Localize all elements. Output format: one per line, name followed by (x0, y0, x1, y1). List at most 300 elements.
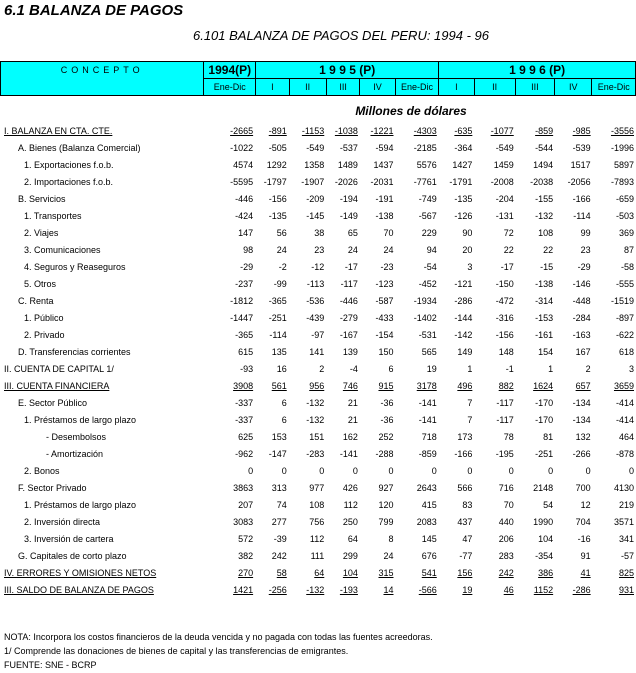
cell-value: -2056 (567, 176, 591, 187)
cell-value: -39 (273, 533, 287, 544)
year-1994-header: 1994(P) (204, 62, 256, 79)
cell-value: -1907 (301, 176, 325, 187)
cell-value: -149 (339, 210, 358, 221)
cell-value: 70 (503, 499, 514, 510)
note-line: NOTA: Incorpora los costos financieros de la deuda vencida y no pagada con todas las fuentes acreedoras. (4, 632, 433, 642)
cell-value: 283 (498, 550, 514, 561)
cell-value: -141 (418, 414, 437, 425)
cell-value: -138 (535, 278, 554, 289)
cell-value: 54 (543, 499, 554, 510)
cell-value: 3571 (613, 516, 634, 527)
table-row (0, 428, 636, 445)
row-label: 1. Transportes (24, 210, 82, 221)
cell-value: 341 (618, 533, 634, 544)
cell-value: 1459 (493, 159, 514, 170)
cell-value: -7761 (413, 176, 437, 187)
cell-value: 2148 (533, 482, 554, 493)
table-row (0, 241, 636, 258)
cell-value: -284 (572, 312, 591, 323)
cell-value: -472 (495, 295, 514, 306)
cell-value: -54 (423, 261, 437, 272)
cell-value: -354 (535, 550, 554, 561)
cell-value: 151 (309, 431, 325, 442)
row-label: D. Transferencias corrientes (18, 346, 131, 357)
cell-value: -266 (572, 448, 591, 459)
cell-value: 464 (618, 431, 634, 442)
cell-value: -114 (573, 210, 591, 221)
row-label: 5. Otros (24, 278, 57, 289)
cell-value: 277 (271, 516, 287, 527)
cell-value: 7 (467, 397, 473, 408)
cell-value: -537 (339, 142, 358, 153)
cell-value: -1221 (370, 125, 394, 136)
row-label: IV. ERRORES Y OMISIONES NETOS (4, 567, 157, 578)
cell-value: 704 (575, 516, 591, 527)
row-label: 3. Inversión de cartera (24, 533, 114, 544)
cell-value: -452 (418, 278, 437, 289)
cell-value: 4130 (613, 482, 634, 493)
cell-value: 931 (618, 584, 634, 595)
cell-value: -134 (572, 397, 591, 408)
cell-value: 1 (548, 363, 554, 374)
table-row (0, 258, 636, 275)
cell-value: 207 (238, 499, 254, 510)
period-header: II (474, 79, 515, 96)
cell-value: -57 (620, 550, 634, 561)
cell-value: 0 (388, 465, 394, 476)
cell-value: -878 (615, 448, 634, 459)
table-row (0, 547, 636, 564)
table-row (0, 139, 636, 156)
cell-value: -544 (535, 142, 554, 153)
cell-value: -2026 (334, 176, 358, 187)
cell-value: 1517 (570, 159, 591, 170)
cell-value: 5897 (613, 159, 634, 170)
cell-value: -2185 (413, 142, 437, 153)
cell-value: 70 (383, 227, 394, 238)
row-label: 2. Privado (24, 329, 65, 340)
cell-value: -5595 (230, 176, 254, 187)
cell-value: -1934 (413, 295, 437, 306)
cell-value: 3083 (233, 516, 254, 527)
cell-value: -503 (615, 210, 634, 221)
cell-value: 3 (467, 261, 473, 272)
cell-value: -132 (306, 414, 325, 425)
cell-value: 3 (628, 363, 634, 374)
cell-value: -536 (306, 295, 325, 306)
cell-value: -144 (454, 312, 473, 323)
cell-value: 426 (342, 482, 358, 493)
cell-value: -204 (495, 193, 514, 204)
cell-value: -1519 (610, 295, 634, 306)
cell-value: -170 (535, 414, 554, 425)
row-label: 3. Comunicaciones (24, 244, 101, 255)
cell-value: 0 (467, 465, 473, 476)
cell-value: 112 (309, 533, 325, 544)
cell-value: 24 (276, 244, 287, 255)
cell-value: 150 (378, 346, 394, 357)
cell-value: 16 (276, 363, 287, 374)
cell-value: -414 (615, 414, 634, 425)
cell-value: -150 (495, 278, 514, 289)
cell-value: -1 (505, 363, 514, 374)
cell-value: 47 (462, 533, 473, 544)
table-row (0, 207, 636, 224)
cell-value: -36 (380, 414, 394, 425)
cell-value: -4 (349, 363, 358, 374)
cell-value: -166 (454, 448, 473, 459)
cell-value: 24 (383, 550, 394, 561)
cell-value: -549 (495, 142, 514, 153)
cell-value: 22 (503, 244, 514, 255)
cell-value: 716 (498, 482, 514, 493)
cell-value: -113 (306, 278, 325, 289)
cell-value: 41 (580, 567, 591, 578)
cell-value: -1402 (413, 312, 437, 323)
cell-value: -2038 (530, 176, 554, 187)
row-label: - Desembolsos (46, 431, 107, 442)
cell-value: 21 (347, 397, 358, 408)
table-row (0, 530, 636, 547)
cell-value: 153 (271, 431, 287, 442)
cell-value: 1292 (266, 159, 287, 170)
cell-value: 24 (383, 244, 394, 255)
cell-value: -36 (380, 397, 394, 408)
cell-value: 58 (276, 567, 287, 578)
cell-value: -365 (235, 329, 254, 340)
cell-value: -567 (418, 210, 437, 221)
cell-value: 3908 (233, 380, 254, 391)
cell-value: -1038 (334, 125, 358, 136)
cell-value: 91 (580, 550, 591, 561)
cell-value: 108 (538, 227, 554, 238)
cell-value: 252 (378, 431, 394, 442)
row-label: F. Sector Privado (18, 482, 87, 493)
cell-value: -622 (615, 329, 634, 340)
cell-value: -195 (495, 448, 514, 459)
cell-value: 1489 (337, 159, 358, 170)
cell-value: 299 (342, 550, 358, 561)
cell-value: 120 (378, 499, 394, 510)
cell-value: 19 (462, 584, 473, 595)
table-row (0, 445, 636, 462)
cell-value: 242 (498, 567, 514, 578)
cell-value: -161 (535, 329, 554, 340)
cell-value: -251 (268, 312, 287, 323)
cell-value: 104 (342, 567, 358, 578)
cell-value: -126 (454, 210, 473, 221)
cell-value: 2083 (416, 516, 437, 527)
cell-value: 270 (238, 567, 254, 578)
concept-header: CONCEPTO (1, 62, 204, 96)
cell-value: 149 (457, 346, 473, 357)
cell-value: 83 (462, 499, 473, 510)
cell-value: 173 (457, 431, 473, 442)
table-row (0, 173, 636, 190)
cell-value: 78 (503, 431, 514, 442)
cell-value: 386 (538, 567, 554, 578)
row-label: 4. Seguros y Reaseguros (24, 261, 126, 272)
row-label: C. Renta (18, 295, 54, 306)
cell-value: 6 (281, 397, 287, 408)
cell-value: -12 (311, 261, 325, 272)
cell-value: -283 (306, 448, 325, 459)
cell-value: 112 (343, 499, 358, 510)
row-label: 1. Préstamos de largo plazo (24, 414, 137, 425)
cell-value: -256 (268, 584, 287, 595)
period-header: IV (555, 79, 592, 96)
cell-value: -132 (535, 210, 554, 221)
cell-value: -286 (572, 584, 591, 595)
cell-value: -446 (339, 295, 358, 306)
cell-value: -237 (235, 278, 254, 289)
row-label: B. Servicios (18, 193, 66, 204)
table-title: 6.101 BALANZA DE PAGOS DEL PERU: 1994 - 96 (192, 28, 489, 43)
period-header: Ene-Dic (204, 79, 256, 96)
cell-value: 1494 (533, 159, 554, 170)
cell-value: -191 (375, 193, 394, 204)
cell-value: 108 (309, 499, 325, 510)
cell-value: 541 (421, 567, 437, 578)
row-label: E. Sector Público (18, 397, 88, 408)
cell-value: 315 (378, 567, 394, 578)
cell-value: 64 (347, 533, 358, 544)
cell-value: -141 (418, 397, 437, 408)
cell-value: 98 (243, 244, 254, 255)
cell-value: 625 (238, 431, 254, 442)
cell-value: -146 (572, 278, 591, 289)
period-header: III (326, 79, 359, 96)
cell-value: -288 (375, 448, 394, 459)
cell-value: -141 (339, 448, 358, 459)
cell-value: -531 (418, 329, 437, 340)
cell-value: 24 (347, 244, 358, 255)
cell-value: -539 (572, 142, 591, 153)
cell-value: 156 (457, 567, 473, 578)
row-label: 2. Inversión directa (24, 516, 101, 527)
cell-value: 132 (575, 431, 591, 442)
cell-value: -114 (269, 329, 287, 340)
cell-value: -1812 (230, 295, 254, 306)
cell-value: 111 (310, 550, 325, 561)
cell-value: 0 (628, 465, 634, 476)
cell-value: 145 (421, 533, 437, 544)
cell-value: -635 (454, 125, 473, 136)
cell-value: -153 (535, 312, 554, 323)
cell-value: -29 (240, 261, 254, 272)
cell-value: -594 (375, 142, 394, 153)
cell-value: -414 (615, 397, 634, 408)
cell-value: 4574 (233, 159, 254, 170)
cell-value: 1421 (233, 584, 254, 595)
cell-value: 700 (575, 482, 591, 493)
cell-value: 6 (281, 414, 287, 425)
cell-value: -859 (535, 125, 554, 136)
cell-value: -365 (268, 295, 287, 306)
cell-value: 2643 (416, 482, 437, 493)
cell-value: -424 (235, 210, 254, 221)
cell-value: 3178 (416, 380, 437, 391)
year-1996-header: 1 9 9 6 (P) (439, 62, 636, 79)
cell-value: -549 (306, 142, 325, 153)
row-label: I. BALANZA EN CTA. CTE. (4, 125, 113, 136)
table-row (0, 275, 636, 292)
cell-value: -156 (495, 329, 514, 340)
footnotes (4, 630, 433, 672)
table-row (0, 360, 636, 377)
cell-value: -135 (268, 210, 287, 221)
row-label: A. Bienes (Balanza Comercial) (18, 142, 141, 153)
cell-value: 2 (585, 363, 591, 374)
cell-value: -154 (375, 329, 394, 340)
cell-value: 0 (585, 465, 591, 476)
cell-value: -337 (235, 397, 254, 408)
cell-value: -93 (240, 363, 254, 374)
cell-value: 1427 (452, 159, 473, 170)
period-header: Ene-Dic (395, 79, 438, 96)
cell-value: 2 (319, 363, 325, 374)
cell-value: -448 (572, 295, 591, 306)
cell-value: 250 (342, 516, 358, 527)
cell-value: 3659 (613, 380, 634, 391)
cell-value: -142 (454, 329, 473, 340)
cell-value: -163 (572, 329, 591, 340)
table-row (0, 190, 636, 207)
column-header (0, 61, 636, 96)
cell-value: 956 (309, 380, 325, 391)
cell-value: -364 (454, 142, 473, 153)
table-row (0, 326, 636, 343)
row-label: - Amortización (46, 448, 104, 459)
cell-value: 94 (426, 244, 437, 255)
table-row (0, 564, 636, 581)
period-header: I (439, 79, 474, 96)
cell-value: -77 (459, 550, 473, 561)
cell-value: -156 (268, 193, 287, 204)
cell-value: -193 (339, 584, 358, 595)
row-label: 1. Exportaciones f.o.b. (24, 159, 114, 170)
cell-value: -23 (380, 261, 394, 272)
cell-value: -3556 (610, 125, 634, 136)
cell-value: -566 (418, 584, 437, 595)
cell-value: 20 (462, 244, 473, 255)
cell-value: -587 (375, 295, 394, 306)
cell-value: 104 (538, 533, 554, 544)
cell-value: 141 (309, 346, 325, 357)
cell-value: 382 (238, 550, 254, 561)
cell-value: 72 (503, 227, 514, 238)
cell-value: -4303 (413, 125, 437, 136)
cell-value: -985 (572, 125, 591, 136)
table-row (0, 581, 636, 598)
table-row (0, 156, 636, 173)
cell-value: -337 (235, 414, 254, 425)
cell-value: 162 (342, 431, 358, 442)
cell-value: 313 (271, 482, 287, 493)
cell-value: 38 (314, 227, 325, 238)
cell-value: 87 (623, 244, 634, 255)
cell-value: 12 (580, 499, 591, 510)
cell-value: 496 (457, 380, 473, 391)
cell-value: 746 (342, 380, 358, 391)
cell-value: 22 (543, 244, 554, 255)
cell-value: 1 (467, 363, 473, 374)
cell-value: -433 (375, 312, 394, 323)
cell-value: 56 (276, 227, 287, 238)
cell-value: 927 (378, 482, 394, 493)
cell-value: 657 (575, 380, 591, 391)
cell-value: -194 (339, 193, 358, 204)
cell-value: -135 (454, 193, 473, 204)
cell-value: 139 (342, 346, 358, 357)
cell-value: 6 (388, 363, 394, 374)
cell-value: 799 (378, 516, 394, 527)
cell-value: 23 (314, 244, 325, 255)
cell-value: -1077 (490, 125, 514, 136)
row-label: 2. Viajes (24, 227, 59, 238)
cell-value: 977 (309, 482, 325, 493)
cell-value: -2 (278, 261, 287, 272)
table-row (0, 394, 636, 411)
cell-value: 46 (503, 584, 514, 595)
period-header: IV (360, 79, 395, 96)
cell-value: -15 (540, 261, 554, 272)
cell-value: 615 (238, 346, 254, 357)
cell-value: 1624 (533, 380, 554, 391)
row-label: 2. Bonos (24, 465, 60, 476)
cell-value: 566 (457, 482, 473, 493)
cell-value: 718 (421, 431, 437, 442)
cell-value: 676 (421, 550, 437, 561)
cell-value: -555 (615, 278, 634, 289)
cell-value: -7893 (610, 176, 634, 187)
cell-value: -1797 (263, 176, 287, 187)
cell-value: -29 (577, 261, 591, 272)
cell-value: -859 (418, 448, 437, 459)
cell-value: -316 (495, 312, 514, 323)
cell-value: -1447 (230, 312, 254, 323)
cell-value: 154 (538, 346, 554, 357)
table-row (0, 343, 636, 360)
cell-value: 0 (319, 465, 325, 476)
period-header: Ene-Dic (592, 79, 636, 96)
cell-value: -145 (306, 210, 325, 221)
cell-value: 565 (421, 346, 437, 357)
cell-value: -314 (535, 295, 554, 306)
cell-value: -121 (454, 278, 473, 289)
cell-value: 572 (238, 533, 254, 544)
cell-value: 147 (238, 227, 254, 238)
data-table (0, 122, 636, 598)
cell-value: 90 (462, 227, 473, 238)
cell-value: 135 (271, 346, 287, 357)
row-label: III. CUENTA FINANCIERA (4, 380, 110, 391)
cell-value: 242 (271, 550, 287, 561)
row-label: III. SALDO DE BALANZA DE PAGOS (4, 584, 154, 595)
cell-value: -2031 (370, 176, 394, 187)
table-row (0, 292, 636, 309)
cell-value: -749 (418, 193, 437, 204)
cell-value: 561 (271, 380, 287, 391)
cell-value: 65 (347, 227, 358, 238)
cell-value: -138 (375, 210, 394, 221)
row-label: 1. Préstamos de largo plazo (24, 499, 137, 510)
table-row (0, 122, 636, 139)
cell-value: -962 (235, 448, 254, 459)
cell-value: -2008 (490, 176, 514, 187)
cell-value: 8 (388, 533, 394, 544)
section-title: 6.1 BALANZA DE PAGOS (4, 2, 184, 19)
